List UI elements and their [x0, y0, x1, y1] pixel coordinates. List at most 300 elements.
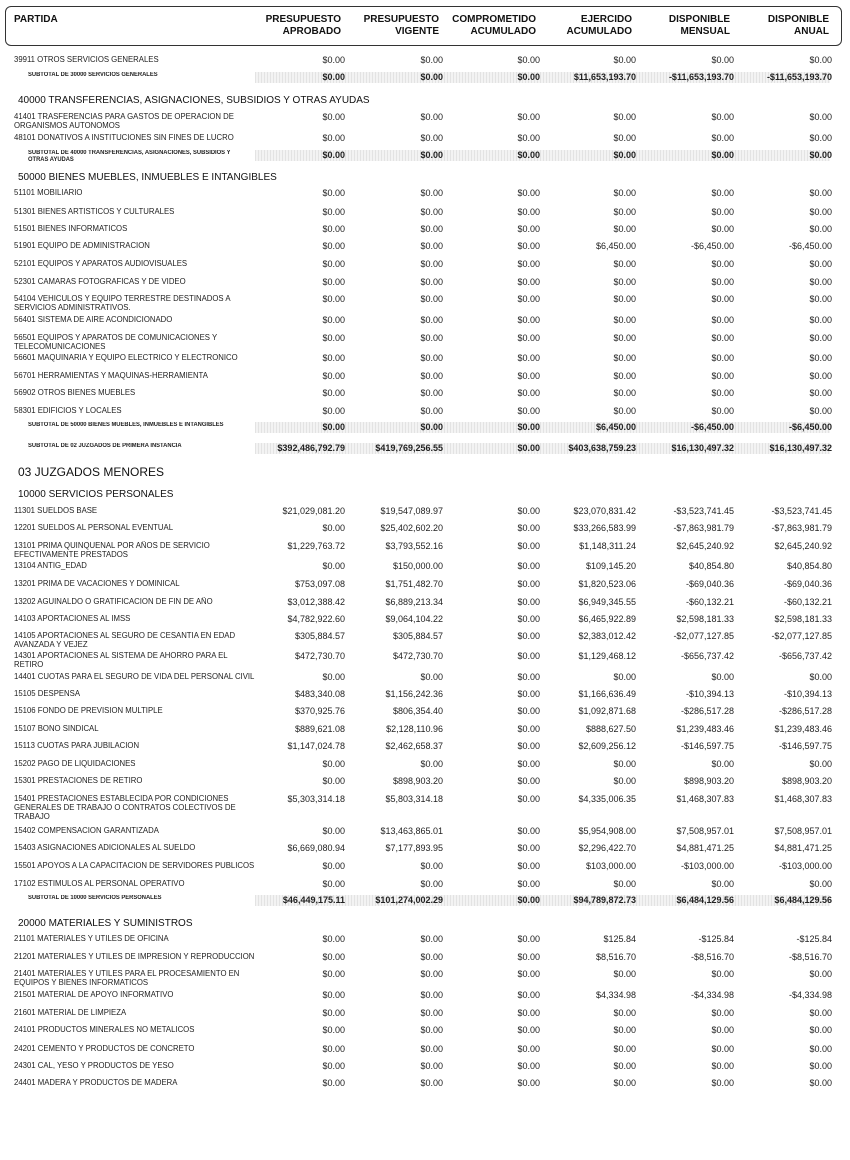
- row-label-line: SUBTOTAL DE 02 JUZGADOS DE PRIMERA INSTANCIA: [28, 443, 182, 449]
- cell-disponible-anual: $0.00: [809, 55, 832, 65]
- row-label: [14, 224, 127, 233]
- cell-comprometido: $0.00: [517, 614, 540, 624]
- row-label-line: 51101 MOBILIARIO: [14, 188, 83, 197]
- cell-disponible-mensual: $40,854.80: [688, 561, 734, 571]
- row-label-line: 15107 BONO SINDICAL: [14, 724, 99, 733]
- header-ejercido-acumulado: [566, 14, 632, 38]
- cell-disponible-anual: -$11,653,193.70: [766, 72, 832, 82]
- cell-ejercido: $23,070,831.42: [573, 506, 636, 516]
- cell-ejercido: $0.00: [613, 388, 636, 398]
- cell-vigente: $0.00: [420, 672, 443, 682]
- header-col5-line2: MENSUAL: [680, 26, 730, 37]
- cell-disponible-anual: -$103,000.00: [778, 861, 832, 871]
- row-label: [14, 934, 169, 943]
- row-label-line: 56401 SISTEMA DE AIRE ACONDICIONADO: [14, 315, 173, 324]
- cell-comprometido: $0.00: [517, 1025, 540, 1035]
- cell-aprobado: $0.00: [322, 133, 345, 143]
- cell-vigente: $419,769,256.55: [375, 443, 443, 453]
- row-label-line: 13201 PRIMA DE VACACIONES Y DOMINICAL: [14, 579, 180, 588]
- row-label-line: SUBTOTAL DE 50000 BIENES MUEBLES, INMUEBLES E INTANGIBLES: [28, 422, 224, 428]
- cell-disponible-anual: -$4,334.98: [788, 990, 832, 1000]
- cell-aprobado: $483,340.08: [294, 689, 345, 699]
- cell-ejercido: $0.00: [613, 1078, 636, 1088]
- cell-aprobado: $0.00: [322, 55, 345, 65]
- cell-comprometido: $0.00: [517, 706, 540, 716]
- table-row: [0, 112, 850, 130]
- cell-disponible-anual: $0.00: [809, 388, 832, 398]
- cell-ejercido: $5,954,908.00: [578, 826, 636, 836]
- cell-ejercido: $6,465,922.89: [578, 614, 636, 624]
- cell-vigente: $0.00: [420, 861, 443, 871]
- cell-disponible-anual: $0.00: [809, 112, 832, 122]
- cell-vigente: $0.00: [420, 150, 443, 160]
- cell-ejercido: $0.00: [613, 207, 636, 217]
- cell-comprometido: $0.00: [517, 672, 540, 682]
- table-row: [0, 406, 850, 420]
- table-row: [0, 631, 850, 649]
- cell-disponible-mensual: -$656,737.42: [680, 651, 734, 661]
- cell-disponible-mensual: $0.00: [711, 879, 734, 889]
- table-row: [0, 277, 850, 291]
- cell-ejercido: $0.00: [613, 1008, 636, 1018]
- row-label: [14, 879, 185, 888]
- cell-disponible-anual: -$60,132.21: [783, 597, 832, 607]
- cell-comprometido: $0.00: [517, 969, 540, 979]
- cell-comprometido: $0.00: [517, 241, 540, 251]
- cell-disponible-anual: $0.00: [809, 150, 832, 160]
- cell-vigente: $0.00: [420, 259, 443, 269]
- table-row: [0, 579, 850, 593]
- row-label-line: 13101 PRIMA QUINQUENAL POR AÑOS DE SERVICIO: [14, 541, 210, 550]
- row-label: [14, 741, 139, 750]
- cell-disponible-anual: -$286,517.28: [778, 706, 832, 716]
- row-label: [14, 843, 195, 852]
- row-label: [14, 207, 174, 216]
- cell-disponible-mensual: -$125.84: [698, 934, 734, 944]
- row-label: [14, 1044, 194, 1053]
- row-label-line: 15105 DESPENSA: [14, 689, 81, 698]
- row-label-line: 13104 ANTIG_EDAD: [14, 561, 87, 570]
- cell-disponible-mensual: $0.00: [711, 1044, 734, 1054]
- cell-aprobado: $0.00: [322, 72, 345, 82]
- cell-ejercido: $0.00: [613, 1044, 636, 1054]
- cell-disponible-anual: -$146,597.75: [778, 741, 832, 751]
- cell-ejercido: $0.00: [613, 879, 636, 889]
- table-row: [0, 294, 850, 312]
- cell-vigente: $0.00: [420, 422, 443, 432]
- subtotal-row: [0, 422, 850, 436]
- table-row: [0, 388, 850, 402]
- cell-disponible-anual: $1,468,307.83: [774, 794, 832, 804]
- cell-disponible-mensual: $0.00: [711, 1061, 734, 1071]
- cell-disponible-mensual: $16,130,497.32: [671, 443, 734, 453]
- subtotal-row: [0, 443, 850, 457]
- row-label-line: SUBTOTAL DE 10000 SERVICIOS PERSONALES: [28, 895, 162, 901]
- cell-ejercido: $0.00: [613, 353, 636, 363]
- row-label: [28, 422, 224, 429]
- cell-comprometido: $0.00: [517, 207, 540, 217]
- cell-aprobado: $0.00: [322, 315, 345, 325]
- table-row: [0, 706, 850, 720]
- cell-ejercido: $8,516.70: [595, 952, 636, 962]
- cell-ejercido: $888,627.50: [585, 724, 636, 734]
- cell-comprometido: $0.00: [517, 315, 540, 325]
- cell-disponible-anual: $0.00: [809, 315, 832, 325]
- cell-disponible-anual: -$8,516.70: [788, 952, 832, 962]
- cell-comprometido: $0.00: [517, 406, 540, 416]
- cell-comprometido: $0.00: [517, 879, 540, 889]
- cell-disponible-mensual: -$10,394.13: [685, 689, 734, 699]
- cell-vigente: $0.00: [420, 224, 443, 234]
- row-label: [14, 631, 235, 649]
- cell-vigente: $0.00: [420, 1025, 443, 1035]
- cell-comprometido: $0.00: [517, 631, 540, 641]
- table-row: [0, 353, 850, 367]
- cell-aprobado: $0.00: [322, 241, 345, 251]
- cell-ejercido: $2,296,422.70: [578, 843, 636, 853]
- cell-disponible-anual: -$69,040.36: [783, 579, 832, 589]
- row-label: [14, 541, 210, 559]
- cell-comprometido: $0.00: [517, 422, 540, 432]
- cell-vigente: $0.00: [420, 969, 443, 979]
- row-label-line: 41401 TRASFERENCIAS PARA GASTOS DE OPERACION DE: [14, 112, 234, 121]
- row-label-line: EFECTIVAMENTE PRESTADOS: [14, 550, 128, 559]
- row-label-line: SUBTOTAL DE 30000 SERVICIOS GENERALES: [28, 72, 158, 78]
- row-label-line: ORGANISMOS AUTONOMOS: [14, 121, 120, 130]
- cell-disponible-anual: -$10,394.13: [783, 689, 832, 699]
- cell-comprometido: $0.00: [517, 794, 540, 804]
- cell-vigente: $150,000.00: [392, 561, 443, 571]
- row-label: [14, 241, 150, 250]
- cell-ejercido: $2,609,256.12: [578, 741, 636, 751]
- cell-vigente: $2,128,110.96: [386, 724, 443, 734]
- cell-ejercido: $1,820,523.06: [578, 579, 636, 589]
- cell-comprometido: $0.00: [517, 188, 540, 198]
- cell-comprometido: $0.00: [517, 689, 540, 699]
- cell-comprometido: $0.00: [517, 1078, 540, 1088]
- row-label: [14, 724, 99, 733]
- cell-ejercido: $11,653,193.70: [573, 72, 636, 82]
- table-row: [0, 1008, 850, 1022]
- row-label: [14, 133, 234, 142]
- table-row: [0, 651, 850, 669]
- row-label-line: 24401 MADERA Y PRODUCTOS DE MADERA: [14, 1078, 178, 1087]
- cell-aprobado: $305,884.57: [294, 631, 345, 641]
- row-label-line: 21201 MATERIALES Y UTILES DE IMPRESION Y REPRODUCCION: [14, 952, 255, 961]
- cell-vigente: $0.00: [420, 879, 443, 889]
- cell-disponible-mensual: -$11,653,193.70: [668, 72, 734, 82]
- row-label: [14, 1078, 177, 1087]
- row-label-line: 14401 CUOTAS PARA EL SEGURO DE VIDA DEL PERSONAL CIVIL: [14, 672, 255, 681]
- row-label: [14, 315, 172, 324]
- table-row: [0, 861, 850, 875]
- cell-comprometido: $0.00: [517, 277, 540, 287]
- table-row: [0, 541, 850, 559]
- cell-ejercido: $1,092,871.68: [578, 706, 636, 716]
- cell-disponible-mensual: $4,881,471.25: [676, 843, 734, 853]
- row-label-line: RETIRO: [14, 660, 44, 669]
- cell-aprobado: $4,782,922.60: [287, 614, 345, 624]
- section-heading: 40000 TRANSFERENCIAS, ASIGNACIONES, SUBSIDIOS Y OTRAS AYUDAS: [18, 95, 370, 106]
- row-label: [14, 969, 239, 987]
- cell-disponible-anual: $0.00: [809, 1061, 832, 1071]
- cell-vigente: $101,274,002.29: [375, 895, 443, 905]
- header-comprometido-acumulado: [452, 14, 536, 38]
- row-label: [14, 861, 254, 870]
- cell-vigente: $0.00: [420, 990, 443, 1000]
- cell-vigente: $0.00: [420, 952, 443, 962]
- cell-ejercido: $0.00: [613, 259, 636, 269]
- cell-comprometido: $0.00: [517, 651, 540, 661]
- cell-ejercido: $0.00: [613, 315, 636, 325]
- row-label-line: 48101 DONATIVOS A INSTITUCIONES SIN FINES DE LUCRO: [14, 133, 234, 142]
- section-heading: 20000 MATERIALES Y SUMINISTROS: [18, 918, 193, 929]
- row-label: [14, 371, 208, 380]
- cell-ejercido: $0.00: [613, 277, 636, 287]
- cell-disponible-anual: $0.00: [809, 259, 832, 269]
- cell-disponible-mensual: $0.00: [711, 315, 734, 325]
- cell-vigente: $0.00: [420, 55, 443, 65]
- cell-aprobado: $0.00: [322, 1008, 345, 1018]
- cell-aprobado: $0.00: [322, 277, 345, 287]
- cell-vigente: $0.00: [420, 1061, 443, 1071]
- cell-disponible-anual: -$6,450.00: [788, 422, 832, 432]
- cell-disponible-mensual: $0.00: [711, 259, 734, 269]
- row-label-line: TELECOMUNICACIONES: [14, 342, 106, 351]
- row-label: [28, 72, 158, 79]
- subtotal-row: [0, 72, 850, 86]
- cell-disponible-anual: $0.00: [809, 879, 832, 889]
- row-label-line: TRABAJO: [14, 812, 50, 821]
- row-label: [14, 55, 159, 64]
- cell-disponible-mensual: $898,903.20: [683, 776, 734, 786]
- cell-disponible-mensual: $0.00: [711, 55, 734, 65]
- cell-disponible-anual: $0.00: [809, 406, 832, 416]
- cell-aprobado: $0.00: [322, 776, 345, 786]
- cell-vigente: $0.00: [420, 188, 443, 198]
- cell-aprobado: $0.00: [322, 353, 345, 363]
- cell-disponible-mensual: $0.00: [711, 277, 734, 287]
- header-col3-line2: ACUMULADO: [470, 26, 536, 37]
- cell-ejercido: $6,450.00: [595, 241, 636, 251]
- row-label-line: OTRAS AYUDAS: [28, 157, 74, 163]
- cell-disponible-mensual: $2,645,240.92: [676, 541, 734, 551]
- table-row: [0, 879, 850, 893]
- cell-disponible-anual: -$125.84: [796, 934, 832, 944]
- table-row: [0, 506, 850, 520]
- row-label: [14, 112, 234, 130]
- cell-ejercido: $33,266,583.99: [573, 523, 636, 533]
- cell-ejercido: $0.00: [613, 406, 636, 416]
- cell-vigente: $472,730.70: [392, 651, 443, 661]
- group-heading: 03 JUZGADOS MENORES: [18, 465, 165, 479]
- row-label: [14, 597, 213, 606]
- table-row: [0, 315, 850, 329]
- table-row: [0, 523, 850, 537]
- cell-disponible-mensual: $0.00: [711, 672, 734, 682]
- table-row: [0, 794, 850, 821]
- row-label-line: 58301 EDIFICIOS Y LOCALES: [14, 406, 122, 415]
- cell-comprometido: $0.00: [517, 294, 540, 304]
- cell-disponible-anual: $898,903.20: [781, 776, 832, 786]
- cell-aprobado: $5,303,314.18: [287, 794, 345, 804]
- cell-disponible-mensual: -$4,334.98: [690, 990, 734, 1000]
- cell-disponible-anual: $2,598,181.33: [774, 614, 832, 624]
- row-label-line: 52301 CAMARAS FOTOGRAFICAS Y DE VIDEO: [14, 277, 186, 286]
- row-label-line: 56902 OTROS BIENES MUEBLES: [14, 388, 136, 397]
- row-label: [14, 1008, 126, 1017]
- cell-comprometido: $0.00: [517, 990, 540, 1000]
- table-row: [0, 224, 850, 238]
- cell-ejercido: $0.00: [613, 776, 636, 786]
- cell-vigente: $3,793,552.16: [385, 541, 443, 551]
- cell-disponible-mensual: $1,468,307.83: [676, 794, 734, 804]
- table-row: [0, 597, 850, 611]
- cell-disponible-mensual: -$60,132.21: [685, 597, 734, 607]
- cell-aprobado: $889,621.08: [294, 724, 345, 734]
- row-label-line: 51301 BIENES ARTISTICOS Y CULTURALES: [14, 207, 175, 216]
- cell-disponible-anual: $0.00: [809, 1044, 832, 1054]
- cell-disponible-mensual: $0.00: [711, 1078, 734, 1088]
- cell-disponible-anual: $0.00: [809, 371, 832, 381]
- cell-vigente: $0.00: [420, 207, 443, 217]
- cell-vigente: $0.00: [420, 353, 443, 363]
- row-label-line: 15202 PAGO DE LIQUIDACIONES: [14, 759, 136, 768]
- header-col3-line1: COMPROMETIDO: [452, 14, 536, 25]
- row-label: [14, 651, 228, 669]
- row-label: [14, 259, 187, 268]
- cell-disponible-mensual: $0.00: [711, 759, 734, 769]
- row-label-line: 21101 MATERIALES Y UTILES DE OFICINA: [14, 934, 169, 943]
- cell-vigente: $0.00: [420, 133, 443, 143]
- cell-disponible-mensual: $0.00: [711, 207, 734, 217]
- cell-comprometido: $0.00: [517, 724, 540, 734]
- cell-ejercido: $1,148,311.24: [579, 541, 636, 551]
- cell-disponible-mensual: -$2,077,127.85: [673, 631, 734, 641]
- cell-aprobado: $0.00: [322, 1061, 345, 1071]
- cell-disponible-mensual: -$6,450.00: [690, 241, 734, 251]
- cell-comprometido: $0.00: [517, 1044, 540, 1054]
- row-label-line: AVANZADA Y VEJEZ: [14, 640, 88, 649]
- cell-comprometido: $0.00: [517, 224, 540, 234]
- row-label: [14, 579, 180, 588]
- cell-vigente: $19,547,089.97: [380, 506, 443, 516]
- row-label: [14, 294, 230, 312]
- row-label-line: 56601 MAQUINARIA Y EQUIPO ELECTRICO Y ELECTRONICO: [14, 353, 238, 362]
- row-label: [14, 776, 142, 785]
- cell-vigente: $0.00: [420, 1044, 443, 1054]
- cell-disponible-mensual: -$3,523,741.45: [673, 506, 734, 516]
- cell-comprometido: $0.00: [517, 443, 540, 453]
- cell-ejercido: $125.84: [603, 934, 636, 944]
- cell-aprobado: $0.00: [322, 112, 345, 122]
- cell-disponible-mensual: $0.00: [711, 150, 734, 160]
- table-row: [0, 333, 850, 351]
- cell-disponible-anual: $0.00: [809, 277, 832, 287]
- row-label: [14, 353, 238, 362]
- cell-comprometido: $0.00: [517, 597, 540, 607]
- cell-vigente: $0.00: [420, 759, 443, 769]
- row-label-line: 52101 EQUIPOS Y APARATOS AUDIOVISUALES: [14, 259, 188, 268]
- cell-aprobado: $753,097.08: [294, 579, 345, 589]
- cell-disponible-anual: $4,881,471.25: [774, 843, 832, 853]
- cell-disponible-mensual: $6,484,129.56: [676, 895, 734, 905]
- cell-comprometido: $0.00: [517, 1008, 540, 1018]
- cell-disponible-anual: $0.00: [809, 133, 832, 143]
- table-row: [0, 55, 850, 69]
- cell-disponible-anual: -$2,077,127.85: [771, 631, 832, 641]
- cell-comprometido: $0.00: [517, 843, 540, 853]
- row-label: [14, 561, 87, 570]
- cell-disponible-mensual: -$8,516.70: [690, 952, 734, 962]
- row-label-line: 54104 VEHICULOS Y EQUIPO TERRESTRE DESTINADOS A: [14, 294, 231, 303]
- row-label-line: 11301 SUELDOS BASE: [14, 506, 98, 515]
- row-label-line: 51901 EQUIPO DE ADMINISTRACION: [14, 241, 150, 250]
- cell-aprobado: $0.00: [322, 294, 345, 304]
- row-label-line: SUBTOTAL DE 40000 TRANSFERENCIAS, ASIGNACIONES, SUBSIDIOS Y: [28, 150, 231, 156]
- row-label-line: 14301 APORTACIONES AL SISTEMA DE AHORRO PARA EL: [14, 651, 228, 660]
- row-label-line: SERVICIOS ADMINISTRATIVOS.: [14, 303, 131, 312]
- cell-disponible-mensual: -$69,040.36: [685, 579, 734, 589]
- row-label: [14, 1061, 174, 1070]
- cell-aprobado: $0.00: [322, 759, 345, 769]
- row-label: [14, 333, 217, 351]
- row-label-line: 15106 FONDO DE PREVISION MULTIPLE: [14, 706, 163, 715]
- cell-disponible-anual: $0.00: [809, 672, 832, 682]
- cell-vigente: $9,064,104.22: [385, 614, 443, 624]
- row-label: [14, 1025, 194, 1034]
- row-label: [28, 895, 161, 902]
- cell-comprometido: $0.00: [517, 1061, 540, 1071]
- row-label-line: 15401 PRESTACIONES ESTABLECIDA POR CONDICIONES: [14, 794, 229, 803]
- header-partida: PARTIDA: [14, 14, 58, 25]
- table-row: [0, 259, 850, 273]
- cell-disponible-anual: $0.00: [809, 969, 832, 979]
- cell-ejercido: $0.00: [613, 112, 636, 122]
- table-row: [0, 1044, 850, 1058]
- table-row: [0, 969, 850, 987]
- cell-comprometido: $0.00: [517, 259, 540, 269]
- row-label: [14, 689, 80, 698]
- cell-comprometido: $0.00: [517, 333, 540, 343]
- cell-aprobado: $0.00: [322, 388, 345, 398]
- row-label-line: 15501 APOYOS A LA CAPACITACION DE SERVIDORES PUBLICOS: [14, 861, 255, 870]
- cell-disponible-mensual: $0.00: [711, 406, 734, 416]
- section-heading: 10000 SERVICIOS PERSONALES: [18, 489, 174, 500]
- cell-aprobado: $472,730.70: [294, 651, 345, 661]
- cell-ejercido: $0.00: [613, 1025, 636, 1035]
- table-row: [0, 1078, 850, 1092]
- header-col5-line1: DISPONIBLE: [668, 14, 730, 25]
- cell-vigente: $0.00: [420, 934, 443, 944]
- row-label: [14, 672, 254, 681]
- cell-disponible-mensual: -$286,517.28: [680, 706, 734, 716]
- cell-aprobado: $46,449,175.11: [282, 895, 345, 905]
- row-label-line: 21501 MATERIAL DE APOYO INFORMATIVO: [14, 990, 174, 999]
- row-label: [14, 952, 254, 961]
- row-label: [14, 990, 173, 999]
- cell-aprobado: $0.00: [322, 188, 345, 198]
- cell-disponible-anual: -$6,450.00: [788, 241, 832, 251]
- cell-comprometido: $0.00: [517, 741, 540, 751]
- cell-aprobado: $1,229,763.72: [287, 541, 345, 551]
- table-row: [0, 207, 850, 221]
- cell-comprometido: $0.00: [517, 112, 540, 122]
- header-col4-line1: EJERCIDO: [580, 14, 632, 25]
- row-label: [14, 506, 97, 515]
- row-label: [14, 523, 173, 532]
- cell-ejercido: $0.00: [613, 672, 636, 682]
